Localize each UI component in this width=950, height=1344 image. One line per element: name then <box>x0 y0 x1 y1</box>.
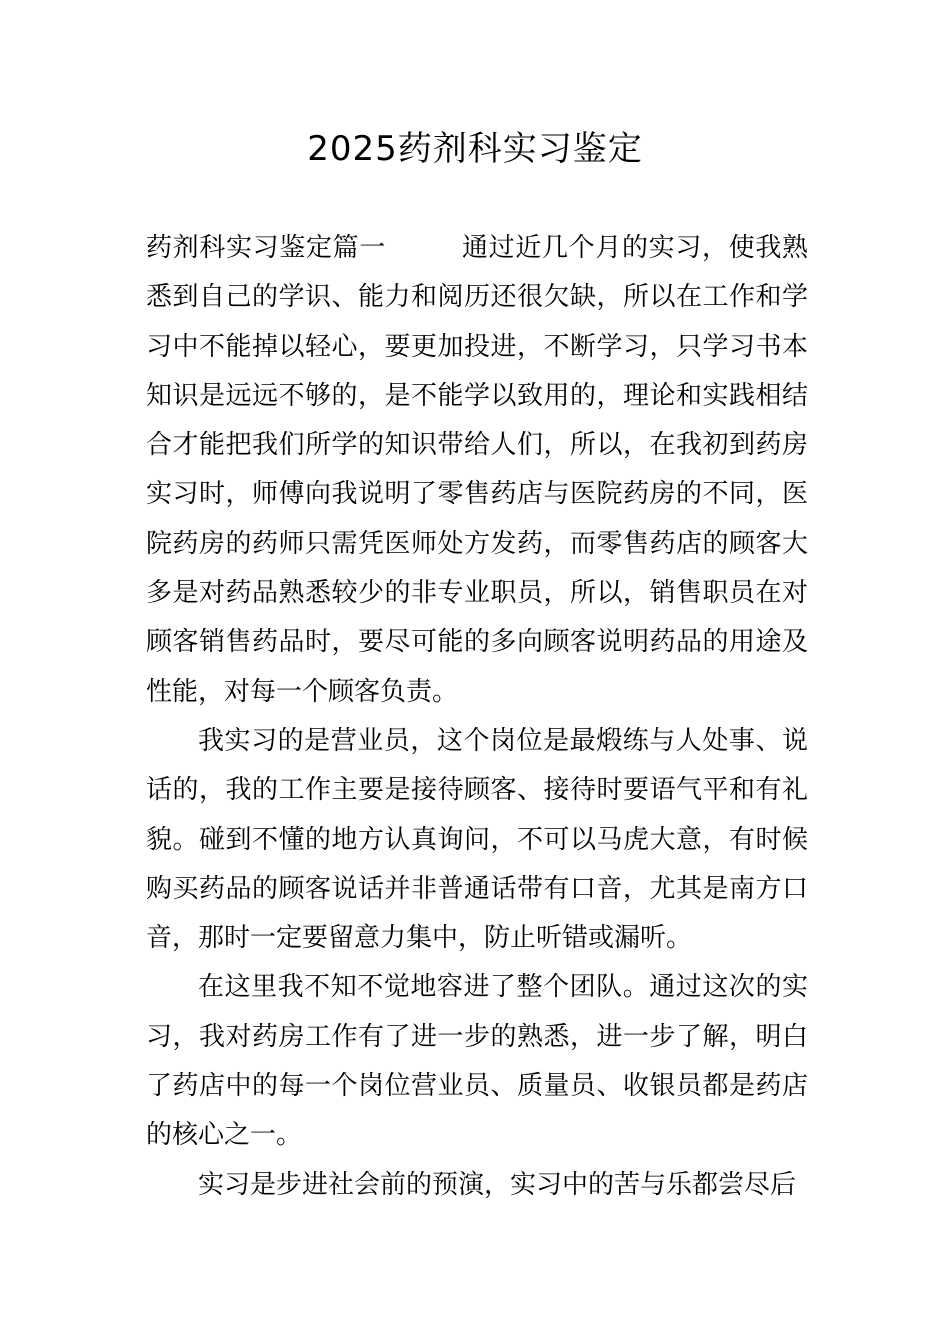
document-body <box>146 224 808 1210</box>
paragraph-2: 我实习的是营业员，这个岗位是最煅练与人处事、说话的，我的工作主要是接待顾客、接待时要语气平和有礼貌。碰到不懂的地方认真询问，不可以马虎大意，有时候购买药品的顾客说话并非普通话带有口音，尤其是南方口音，那时一定要留意力集中，防止听错或漏听。 <box>146 725 808 954</box>
section-heading: 药剂科实习鉴定篇一 <box>146 233 386 263</box>
paragraph-4: 实习是步进社会前的预演，实习中的苦与乐都尝尽后 <box>198 1169 797 1200</box>
paragraph-1-text: 通过近几个月的实习，使我熟悉到自己的学识、能力和阅历还很欠缺，所以在工作和学习中不能掉以轻心，要更加投进，不断学习，只学习书本知识是远远不够的，是不能学以致用的，理论和实践相结合才能把我们所学的知识带给人们，所以，在我初到药房实习时，师傅向我说明了零售药店与医院药房的不同，医院药房的药师只需凭医师处方发药，而零售药店的顾客大多是对药品熟悉较少的非专业职员，所以，销售职员在对顾客销售药品时，要尽可能的多向顾客说明药品的用途及性能，对每一个顾客负责。 <box>146 233 808 707</box>
document-title: 2025药剂科实习鉴定 <box>307 129 643 169</box>
paragraph-3: 在这里我不知不觉地容进了整个团队。通过这次的实习，我对药房工作有了进一步的熟悉，进一步了解，明白了药店中的每一个岗位营业员、质量员、收银员都是药店的核心之一。 <box>146 972 808 1151</box>
paragraph-1 <box>146 224 808 717</box>
